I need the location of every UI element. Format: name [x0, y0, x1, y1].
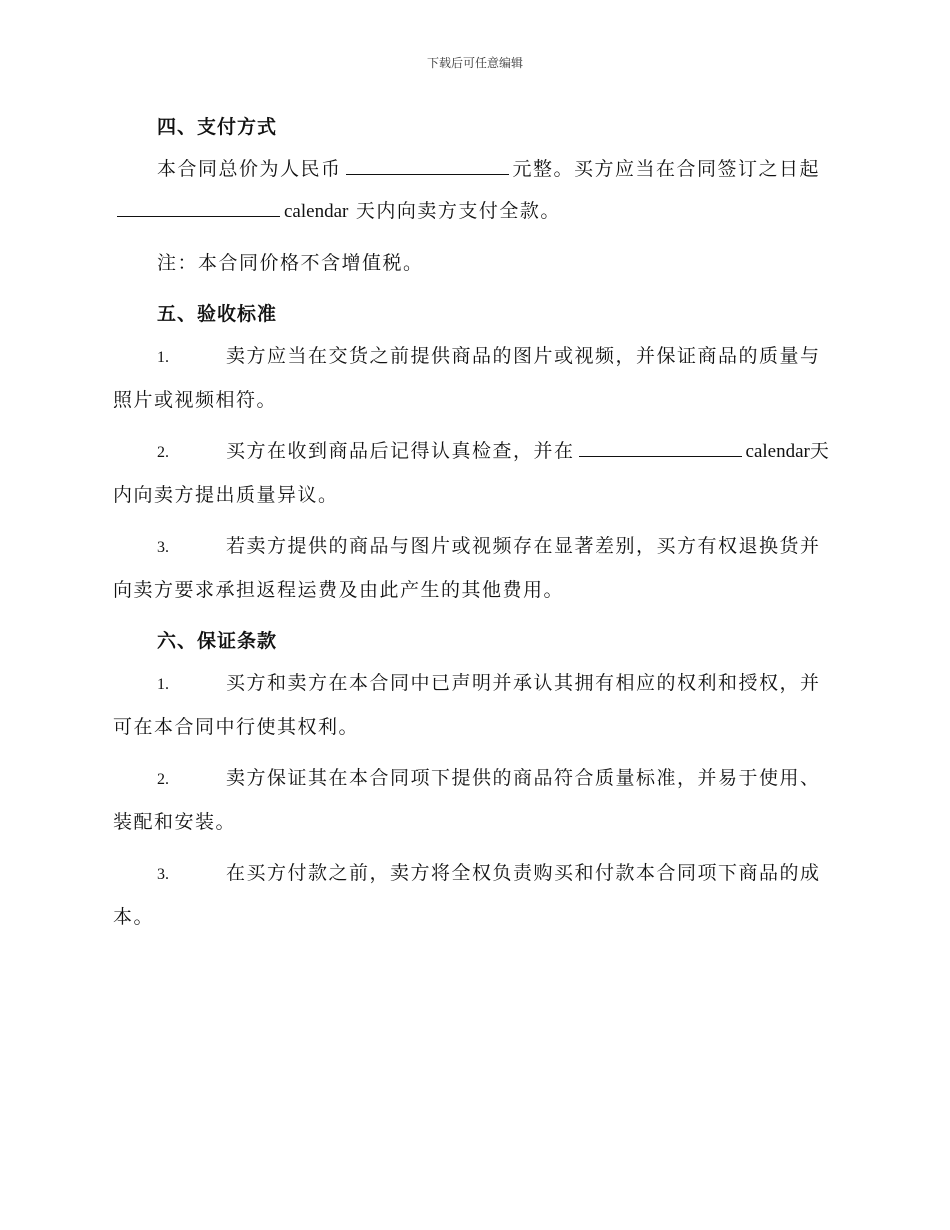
section-5-title: 五、验收标准 — [157, 303, 278, 325]
section-6-title: 六、保证条款 — [157, 630, 278, 652]
item-text: 卖方保证其在本合同项下提供的商品符合质量标准，并易于使用、装配和安装。 — [113, 767, 821, 833]
payment-text-b: 元整。买方应当在合同签订之日 — [512, 158, 800, 180]
item-text: 在买方付款之前，卖方将全权负责购买和付款本合同项下商品的成本。 — [113, 862, 821, 928]
payment-paragraph — [113, 148, 838, 233]
page-header-note: 下载后可任意编辑 — [426, 56, 523, 70]
payment-text-c: 起 — [799, 158, 821, 180]
item-number: 3. — [157, 539, 169, 556]
payment-text-d: calendar — [284, 201, 349, 222]
guarantee-item-1 — [113, 662, 838, 748]
document-body — [113, 106, 838, 947]
acceptance-item-2 — [113, 430, 838, 516]
item-number: 2. — [157, 444, 169, 461]
tax-note: 注：本合同价格不含增值税。 — [157, 252, 424, 274]
item-number: 1. — [157, 349, 169, 366]
item-text-a: 买方在收到商品后记得认真检查，并在 — [226, 440, 575, 462]
payment-text-a: 本合同总价为人民币 — [157, 158, 342, 180]
total-price-blank[interactable] — [346, 156, 509, 175]
objection-days-blank[interactable] — [579, 438, 742, 457]
acceptance-item-1 — [113, 335, 838, 421]
item-text: 买方和卖方在本合同中已声明并承认其拥有相应的权利和授权，并可在本合同中行使其权利。 — [113, 672, 821, 738]
payment-text-e: 天内向卖方支付全款。 — [355, 200, 561, 222]
section-4-title: 四、支付方式 — [157, 116, 278, 138]
item-number: 3. — [157, 866, 169, 883]
acceptance-item-3 — [113, 525, 838, 611]
item-text: 若卖方提供的商品与图片或视频存在显著差别，买方有权退换货并向卖方要求承担返程运费及由此产生的其他费用。 — [113, 535, 821, 601]
item-number: 1. — [157, 676, 169, 693]
guarantee-item-3 — [113, 852, 838, 938]
item-text-c: 天内向卖方提出质量异议。 — [113, 440, 831, 506]
payment-days-blank[interactable] — [117, 198, 280, 217]
item-text-b: calendar — [745, 441, 810, 462]
guarantee-item-2 — [113, 757, 838, 843]
item-number: 2. — [157, 771, 169, 788]
item-text: 卖方应当在交货之前提供商品的图片或视频，并保证商品的质量与照片或视频相符。 — [113, 345, 821, 411]
